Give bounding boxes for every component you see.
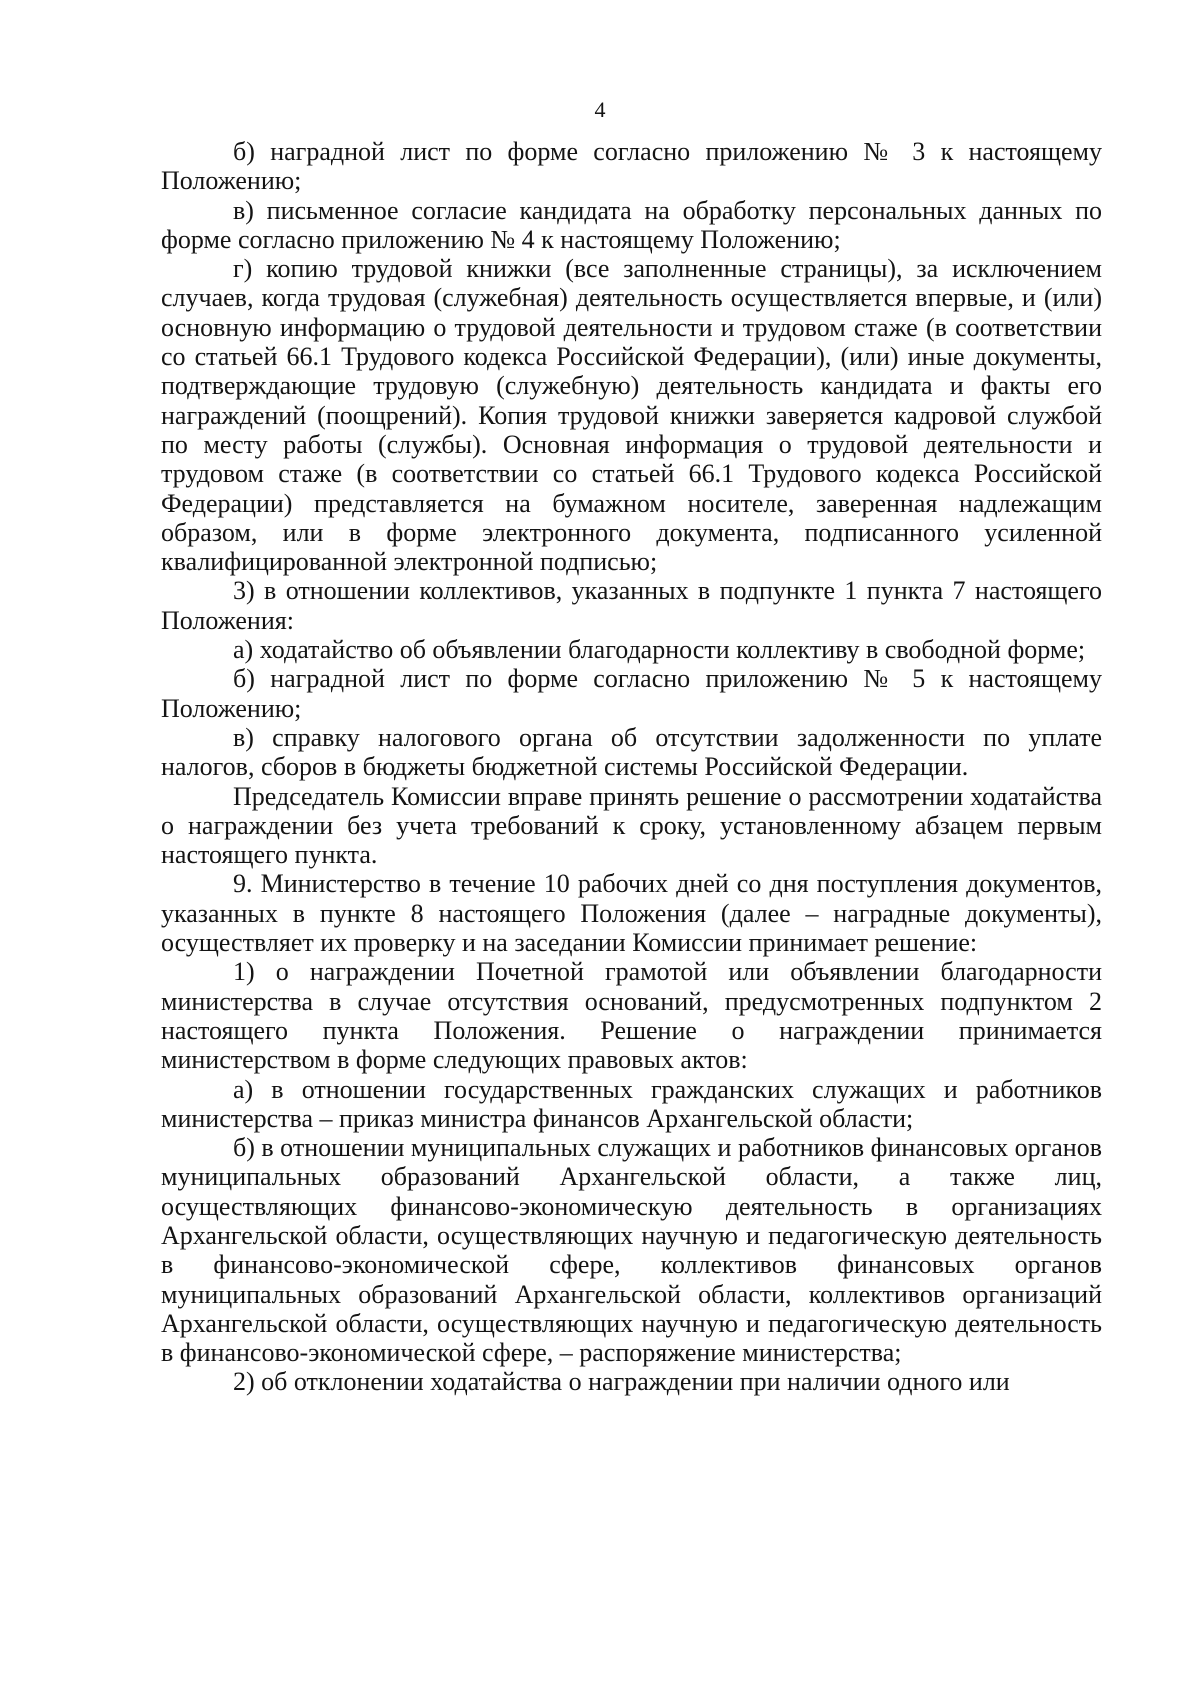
- paragraph-b-award-sheet-form-3: б) наградной лист по форме согласно приложению № 3 к настоящему Положению;: [161, 137, 1102, 196]
- paragraph-3-collectives: 3) в отношении коллективов, указанных в подпункте 1 пункта 7 настоящего Положения:: [161, 576, 1102, 635]
- paragraph-a-collective-petition: а) ходатайство об объявлении благодарности коллективу в свободной форме;: [233, 635, 1086, 665]
- paragraph-v-tax-certificate: в) справку налогового органа об отсутствии задолженности по уплате налогов, сборов в бюджеты бюджетной системы Российской Федерации.: [161, 722, 1102, 782]
- document-body: [161, 137, 1102, 1397]
- paragraph-v-personal-data-consent: в) письменное согласие кандидата на обработку персональных данных по форме согласно приложению № 4 к настоящему Положению;: [161, 195, 1102, 254]
- paragraph-chairman-decision: Председатель Комиссии вправе принять решение о рассмотрении ходатайства о награждении без учета требований к сроку, установленному абзацем первым настоящего пункта.: [161, 781, 1102, 870]
- paragraph-a-civil-servants-order: а) в отношении государственных гражданских служащих и работников министерства – приказ министра финансов Архангельской области;: [161, 1074, 1102, 1133]
- paragraph-2-petition-rejection: 2) об отклонении ходатайства о награждении при наличии одного или: [233, 1367, 1010, 1397]
- paragraph-g-employment-record-copy: г) копию трудовой книжки (все заполненные страницы), за исключением случаев, когда трудовая (служебная) деятельность осуществляется впервые, и (или) основную информацию о трудовой деятельности и трудовом стаже (в соответствии со статьей 66.1 Трудового кодекса Российской Федерации), (или) иные документы, подтверждающие трудовую (служебную) деятельность кандидата и факты его награждений (поощрений). Копия трудовой книжки заверяется кадровой службой по месту работы (службы). Основная информация о трудовой деятельности и трудовом стаже (в соответствии со статьей 66.1 Трудового кодекса Российской Федерации) представляется на бумажном носителе, заверенная надлежащим образом, или в форме электронного документа, подписанного усиленной квалифицированной электронной подписью;: [161, 254, 1102, 577]
- paragraph-9-ministry-review: 9. Министерство в течение 10 рабочих дней со дня поступления документов, указанных в пункте 8 настоящего Положения (далее – наградные документы), осуществляет их проверку и на заседании Комиссии принимает решение:: [161, 869, 1102, 958]
- page-number: 4: [594, 97, 606, 122]
- paragraph-b-municipal-servants-order: б) в отношении муниципальных служащих и работников финансовых органов муниципальных образований Архангельской области, а также лиц, осуществляющих финансово-экономическую деятельность в организациях Архангельской области, осуществляющих научную и педагогическую деятельность в финансово-экономической сфере, коллективов финансовых органов муниципальных образований Архангельской области, коллективов организаций Архангельской области, осуществляющих научную и педагогическую деятельность в финансово-экономической сфере, – распоряжение министерства;: [161, 1133, 1102, 1368]
- paragraph-1-award-decision: 1) о награждении Почетной грамотой или объявлении благодарности министерства в случае отсутствия оснований, предусмотренных подпунктом 2 настоящего пункта Положения. Решение о награждении принимается министерством в форме следующих правовых актов:: [161, 957, 1102, 1075]
- paragraph-b-award-sheet-form-5: б) наградной лист по форме согласно приложению № 5 к настоящему Положению;: [161, 664, 1102, 723]
